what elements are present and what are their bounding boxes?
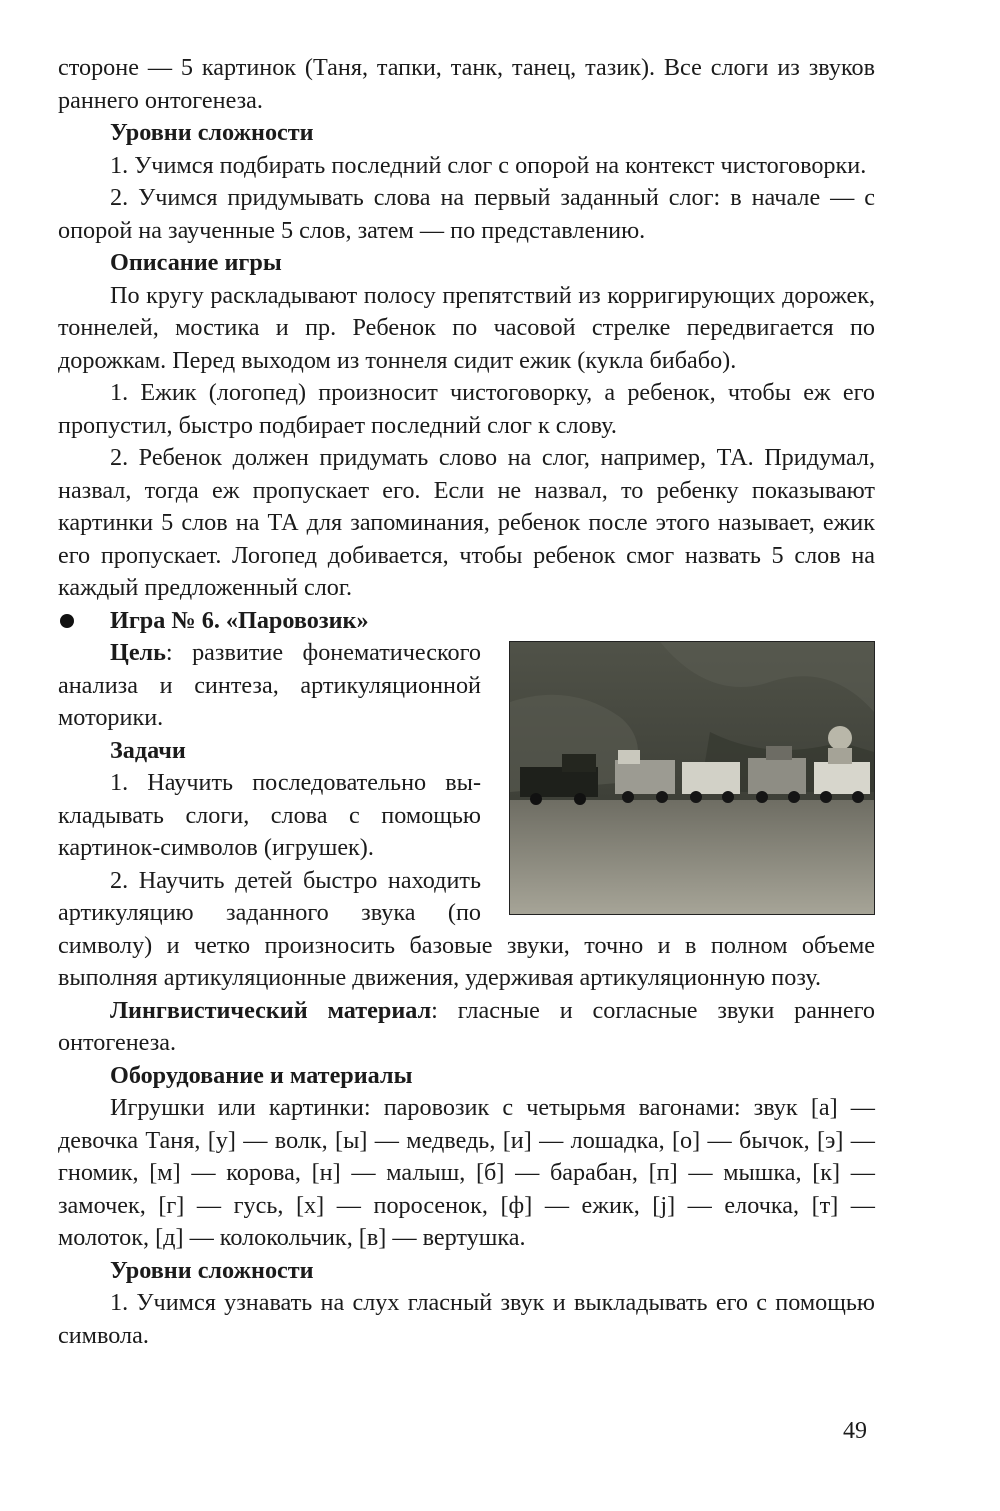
task-item: 2. Научить детей быстро находить артикуляцию заданного звука (по символу) и четко произносить базовые звуки, точно и в полном объеме выполняя артикуляционные движения, удерживая артикуляционную позу. <box>58 866 875 991</box>
paragraph: 2. Ребенок должен придумать слово на слог, например, ТА. Придумал, назвал, тогда еж пропускает его. Если не назвал, то ребенку показывают картинки 5 слов на ТА для запоминания, ребенок после этого называет, ежик его пропускает. Логопед добивается, чтобы ребенок смог назвать 5 слов на каждый предложенный слог. <box>58 444 875 601</box>
linguistic-paragraph <box>58 995 875 1060</box>
section-heading-levels: Уровни сложности <box>110 119 314 146</box>
section-heading-tasks: Задачи <box>110 736 186 764</box>
paragraph: По кругу раскладывают полосу препятствий из корригирующих дорожек, тоннелей, мостика и пр. Ребенок по часовой стрелке передвигается по дорожкам. Перед выходом из тоннеля сидит ежик (кукла бибабо). <box>58 281 875 374</box>
section-heading-description: Описание игры <box>110 249 282 276</box>
equipment-paragraph: Игрушки или картинки: паровозик с четырьмя вагонами: звук [а] — девочка Таня, [у] — волк, [ы] — медведь, [и] — лошадка, [о] — бычок, [э] — гномик, [м] — корова, [н] — малыш, [б] — барабан, [п] — мышка, [к] — замочек, [г] — гусь, [х] — поросенок, [ф] — ежик, [j] — елочка, [т] — молоток, [д] — колокольчик, [в] — вертушка. <box>58 1094 875 1251</box>
linguistic-text: : гласные и согласные звуки раннего онтогенеза. <box>58 996 875 1056</box>
game-title <box>58 605 875 638</box>
game-title-text: Игра № 6. «Паровозик» <box>110 606 369 634</box>
section-heading-levels: Уровни сложности <box>110 1256 314 1284</box>
task-item: 1. Научить последовательно выкладывать слоги, слова с помощью картинок-символов (игрушек). <box>58 769 481 861</box>
goal-label: Цель <box>110 639 166 666</box>
paragraph: 1. Учимся подбирать последний слог с опорой на контекст чистоговорки. <box>110 151 867 179</box>
paragraph: 1. Ежик (логопед) произносит чистоговорку, а ребенок, чтобы еж его пропустил, быстро подбирает последний слог к слову. <box>58 379 875 439</box>
paragraph: 2. Учимся придумывать слова на первый заданный слог: в начале — с опорой на заученные 5 слов, затем — по представлению. <box>58 184 875 244</box>
train-photo <box>509 641 875 915</box>
paragraph: стороне — 5 картинок (Таня, тапки, танк, танец, тазик). Все слоги из звуков раннего онтогенеза. <box>58 54 875 114</box>
page-number: 49 <box>843 1418 867 1444</box>
level-item: 1. Учимся узнавать на слух гласный звук и выкладывать его с помощью символа. <box>58 1289 875 1349</box>
bullet-icon <box>60 614 74 628</box>
page-body <box>58 52 875 1352</box>
goal-text: : развитие фонематического анализа и синтеза, артикуляционной моторики. <box>58 639 481 731</box>
linguistic-label: Лингвистический материал <box>110 996 432 1024</box>
section-heading-equipment: Оборудование и материалы <box>110 1061 413 1089</box>
toy-train-image <box>510 642 874 914</box>
